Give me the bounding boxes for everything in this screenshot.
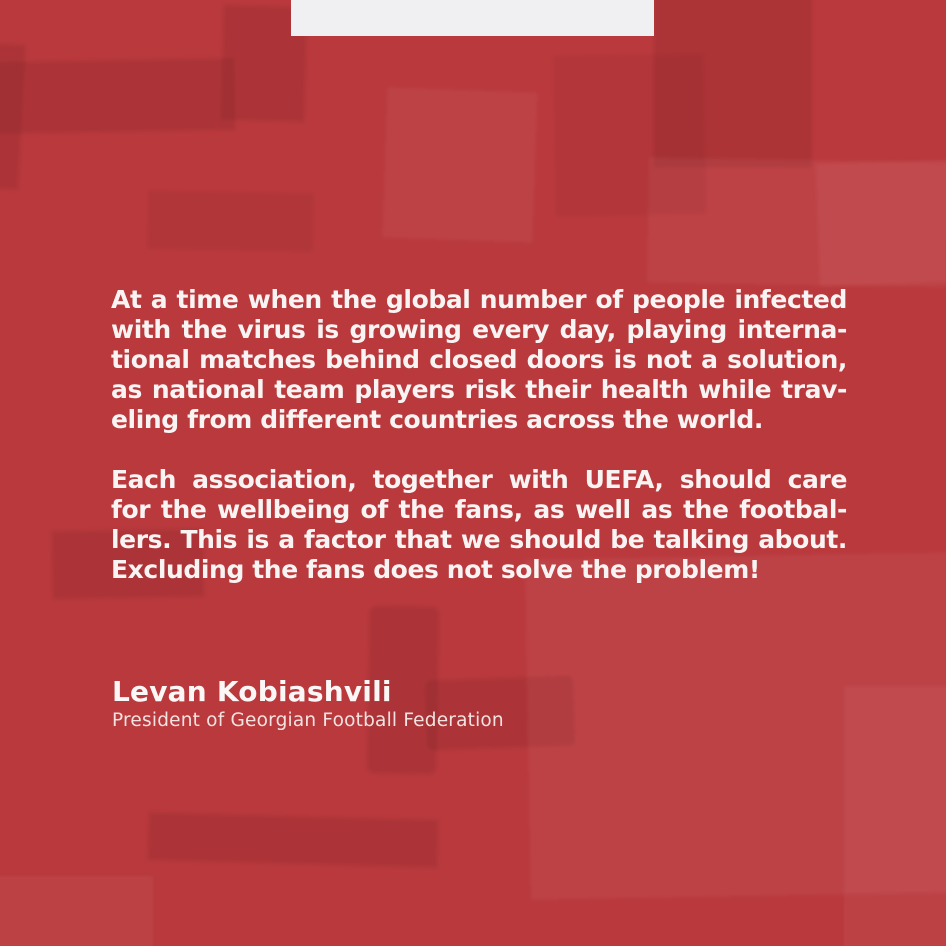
- top-banner: [291, 0, 654, 36]
- quote-line: At a time when the global number of people infected: [111, 285, 847, 314]
- quote-line: lers. This is a factor that we should be talking about.: [111, 525, 847, 554]
- quote-line: eling from different countries across the world.: [111, 405, 763, 434]
- quote-line: Excluding the fans does not solve the problem!: [111, 555, 760, 584]
- background-patch: [0, 58, 236, 134]
- background-patch: [0, 43, 26, 190]
- quote-line: for the wellbeing of the fans, as well as the footbal-: [111, 495, 847, 524]
- background-patch: [148, 191, 314, 252]
- background-patch: [647, 157, 946, 287]
- quote-paragraph: [111, 285, 847, 435]
- background-patch: [554, 54, 707, 217]
- quote-line: tional matches behind closed doors is not a solution,: [111, 345, 847, 374]
- background-patch: [147, 812, 438, 868]
- background-patch: [654, 0, 812, 167]
- quote-line: Each association, together with UEFA, should care: [111, 465, 847, 494]
- background-patch: [816, 160, 946, 287]
- author-name: Levan Kobiashvili: [112, 675, 392, 708]
- author-title: President of Georgian Football Federation: [112, 710, 504, 731]
- quote-text: [111, 285, 847, 585]
- attribution: [112, 675, 504, 733]
- background-patch: [525, 552, 946, 899]
- background-patch: [844, 686, 946, 946]
- quote-paragraph: [111, 465, 847, 585]
- background-patch: [382, 87, 537, 242]
- background-patch: [0, 876, 153, 946]
- quote-line: with the virus is growing every day, playing interna-: [111, 315, 847, 344]
- quote-line: as national team players risk their health while trav-: [111, 375, 847, 404]
